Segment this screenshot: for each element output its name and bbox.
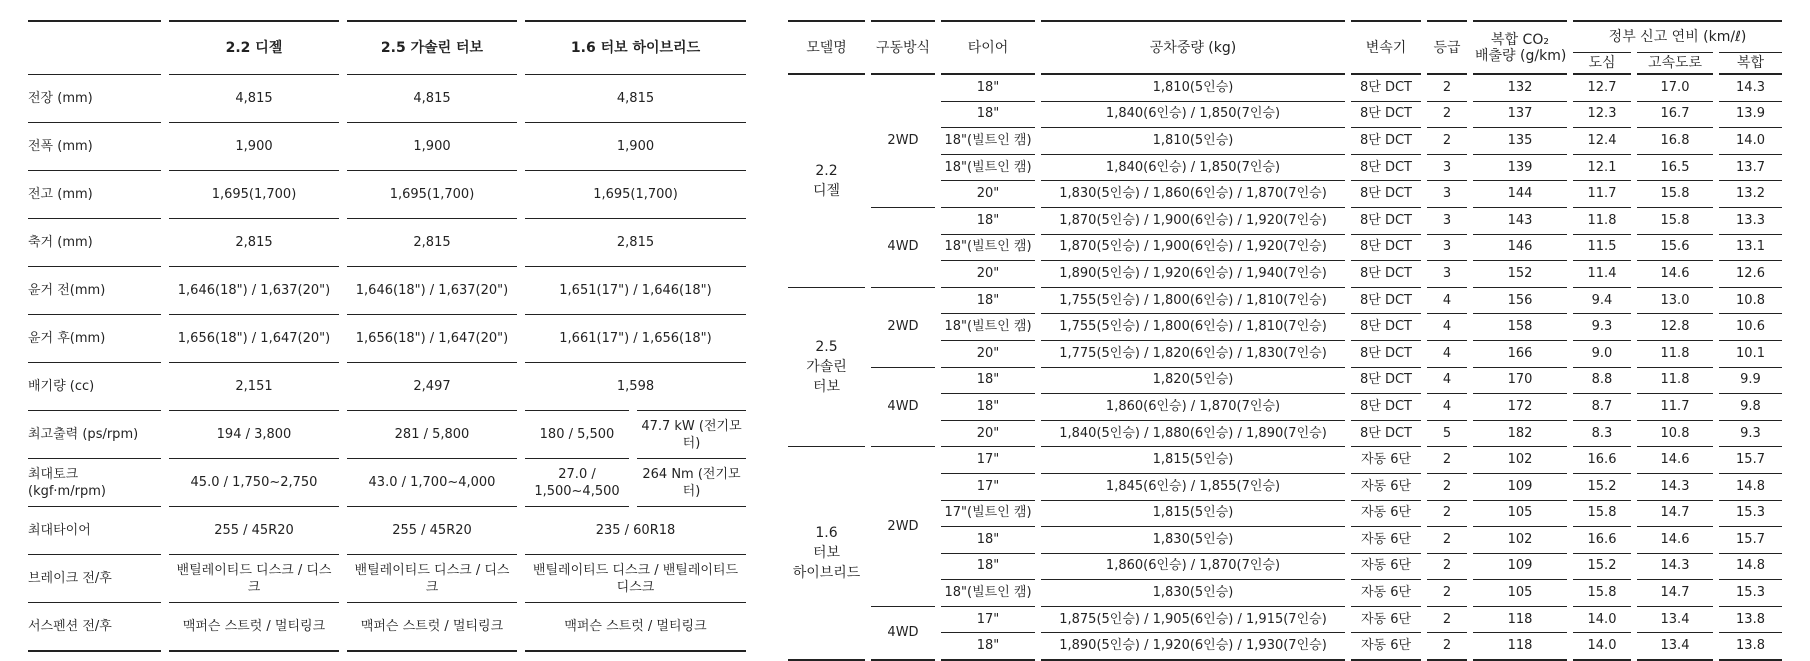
spec-value-engine: 180 / 5,500	[521, 411, 633, 459]
spec-label: 전폭 (mm)	[28, 123, 165, 171]
spec-value: 밴틸레이티드 디스크 / 디스크	[343, 555, 521, 603]
fuel-cell-tire: 17"	[938, 606, 1038, 633]
fuel-cell-weight: 1,830(5인승)	[1038, 580, 1348, 607]
fuel-cell-combined: 13.8	[1716, 633, 1782, 660]
fuel-cell-grade: 2	[1424, 500, 1470, 527]
fuel-cell-tire: 20"	[938, 420, 1038, 447]
fuel-header-co2-line2: 배출량 (g/km)	[1475, 47, 1567, 64]
fuel-cell-weight: 1,775(5인승) / 1,820(6인승) / 1,830(7인승)	[1038, 340, 1348, 367]
spec-row	[28, 267, 746, 315]
fuel-model-name-line: 2.5	[815, 339, 838, 356]
fuel-row	[788, 128, 1782, 155]
fuel-header-row	[788, 21, 1782, 53]
spec-row-torque	[28, 459, 746, 507]
spec-value: 밴틸레이티드 디스크 / 디스크	[165, 555, 343, 603]
fuel-cell-tire: 18"(빌트인 캠)	[938, 128, 1038, 155]
fuel-row	[788, 181, 1782, 208]
fuel-cell-co2: 143	[1470, 207, 1570, 234]
fuel-row	[788, 234, 1782, 261]
fuel-cell-weight: 1,815(5인승)	[1038, 447, 1348, 474]
fuel-row	[788, 74, 1782, 101]
fuel-cell-tire: 18"	[938, 101, 1038, 128]
fuel-model-name-line: 하이브리드	[792, 565, 861, 582]
fuel-row	[788, 447, 1782, 474]
fuel-cell-city: 11.8	[1570, 207, 1634, 234]
fuel-cell-highway: 14.3	[1634, 553, 1716, 580]
spec-header-gasoline: 2.5 가솔린 터보	[343, 21, 521, 75]
fuel-cell-co2: 170	[1470, 367, 1570, 394]
fuel-cell-transmission: 자동 6단	[1348, 553, 1424, 580]
spec-row	[28, 171, 746, 219]
fuel-cell-weight: 1,860(6인승) / 1,870(7인승)	[1038, 553, 1348, 580]
fuel-cell-co2: 109	[1470, 553, 1570, 580]
fuel-cell-city: 15.8	[1570, 500, 1634, 527]
spec-value: 1,598	[521, 363, 746, 411]
spec-header-diesel: 2.2 디젤	[165, 21, 343, 75]
fuel-model-name	[788, 447, 868, 660]
fuel-cell-transmission: 8단 DCT	[1348, 181, 1424, 208]
fuel-cell-co2: 105	[1470, 580, 1570, 607]
fuel-header-city: 도심	[1570, 53, 1634, 75]
fuel-row	[788, 633, 1782, 660]
fuel-cell-city: 14.0	[1570, 633, 1634, 660]
fuel-cell-grade: 4	[1424, 287, 1470, 314]
fuel-cell-transmission: 8단 DCT	[1348, 154, 1424, 181]
fuel-drive-type: 2WD	[868, 447, 938, 607]
fuel-cell-co2: 166	[1470, 340, 1570, 367]
spec-value: 235 / 60R18	[521, 507, 746, 555]
fuel-cell-highway: 16.5	[1634, 154, 1716, 181]
fuel-cell-tire: 18"	[938, 527, 1038, 554]
fuel-cell-highway: 11.8	[1634, 340, 1716, 367]
fuel-cell-weight: 1,840(5인승) / 1,880(6인승) / 1,890(7인승)	[1038, 420, 1348, 447]
fuel-cell-co2: 132	[1470, 74, 1570, 101]
fuel-model-name-line: 1.6	[815, 525, 838, 542]
fuel-row	[788, 473, 1782, 500]
fuel-cell-highway: 13.4	[1634, 633, 1716, 660]
fuel-cell-combined: 9.3	[1716, 420, 1782, 447]
fuel-cell-combined: 15.3	[1716, 500, 1782, 527]
fuel-cell-city: 15.2	[1570, 553, 1634, 580]
fuel-cell-transmission: 8단 DCT	[1348, 314, 1424, 341]
fuel-cell-transmission: 자동 6단	[1348, 447, 1424, 474]
fuel-cell-combined: 13.2	[1716, 181, 1782, 208]
spec-value: 1,656(18") / 1,647(20")	[343, 315, 521, 363]
fuel-row	[788, 101, 1782, 128]
fuel-cell-city: 11.4	[1570, 261, 1634, 288]
fuel-cell-tire: 18"	[938, 553, 1038, 580]
fuel-cell-transmission: 8단 DCT	[1348, 261, 1424, 288]
fuel-cell-weight: 1,870(5인승) / 1,900(6인승) / 1,920(7인승)	[1038, 207, 1348, 234]
fuel-cell-combined: 10.1	[1716, 340, 1782, 367]
fuel-cell-co2: 146	[1470, 234, 1570, 261]
fuel-cell-combined: 13.1	[1716, 234, 1782, 261]
fuel-row	[788, 394, 1782, 421]
fuel-cell-city: 16.6	[1570, 527, 1634, 554]
spec-label: 최고출력 (ps/rpm)	[28, 411, 165, 459]
fuel-cell-weight: 1,840(6인승) / 1,850(7인승)	[1038, 154, 1348, 181]
fuel-cell-transmission: 8단 DCT	[1348, 367, 1424, 394]
fuel-cell-transmission: 자동 6단	[1348, 500, 1424, 527]
fuel-cell-transmission: 8단 DCT	[1348, 287, 1424, 314]
spec-label: 축거 (mm)	[28, 219, 165, 267]
spec-value: 1,695(1,700)	[521, 171, 746, 219]
spec-label: 최대토크 (kgf·m/rpm)	[28, 459, 165, 507]
fuel-cell-transmission: 8단 DCT	[1348, 128, 1424, 155]
fuel-cell-tire: 18"	[938, 207, 1038, 234]
fuel-cell-highway: 14.7	[1634, 500, 1716, 527]
fuel-row	[788, 340, 1782, 367]
fuel-header-combined: 복합	[1716, 53, 1782, 75]
spec-value: 1,695(1,700)	[343, 171, 521, 219]
fuel-cell-combined: 12.6	[1716, 261, 1782, 288]
fuel-cell-grade: 3	[1424, 234, 1470, 261]
fuel-cell-transmission: 8단 DCT	[1348, 420, 1424, 447]
spec-label: 전고 (mm)	[28, 171, 165, 219]
spec-value: 255 / 45R20	[165, 507, 343, 555]
fuel-cell-co2: 182	[1470, 420, 1570, 447]
fuel-cell-co2: 139	[1470, 154, 1570, 181]
fuel-cell-transmission: 자동 6단	[1348, 580, 1424, 607]
spec-value: 45.0 / 1,750~2,750	[165, 459, 343, 507]
fuel-cell-combined: 13.7	[1716, 154, 1782, 181]
fuel-cell-transmission: 자동 6단	[1348, 606, 1424, 633]
fuel-cell-tire: 17"(빌트인 캠)	[938, 500, 1038, 527]
spec-value: 43.0 / 1,700~4,000	[343, 459, 521, 507]
fuel-row	[788, 420, 1782, 447]
spec-value: 4,815	[521, 75, 746, 123]
fuel-row	[788, 606, 1782, 633]
spec-value: 4,815	[343, 75, 521, 123]
fuel-cell-grade: 2	[1424, 473, 1470, 500]
fuel-cell-highway: 16.8	[1634, 128, 1716, 155]
fuel-cell-co2: 109	[1470, 473, 1570, 500]
fuel-cell-weight: 1,840(6인승) / 1,850(7인승)	[1038, 101, 1348, 128]
spec-row	[28, 555, 746, 603]
spec-value: 1,900	[165, 123, 343, 171]
spec-row	[28, 363, 746, 411]
fuel-cell-tire: 18"(빌트인 캠)	[938, 234, 1038, 261]
fuel-cell-tire: 18"	[938, 74, 1038, 101]
fuel-cell-city: 8.3	[1570, 420, 1634, 447]
spec-value: 255 / 45R20	[343, 507, 521, 555]
fuel-cell-weight: 1,820(5인승)	[1038, 367, 1348, 394]
spec-table	[28, 20, 746, 652]
spec-value-engine: 27.0 / 1,500~4,500	[521, 459, 633, 507]
spec-label: 브레이크 전/후	[28, 555, 165, 603]
fuel-cell-combined: 14.3	[1716, 74, 1782, 101]
fuel-cell-combined: 15.7	[1716, 447, 1782, 474]
fuel-header-grade: 등급	[1424, 21, 1470, 74]
fuel-cell-combined: 9.9	[1716, 367, 1782, 394]
fuel-header-co2-line1: 복합 CO₂	[1491, 31, 1549, 48]
fuel-cell-highway: 14.6	[1634, 447, 1716, 474]
fuel-cell-weight: 1,755(5인승) / 1,800(6인승) / 1,810(7인승)	[1038, 314, 1348, 341]
fuel-cell-co2: 144	[1470, 181, 1570, 208]
fuel-cell-combined: 13.9	[1716, 101, 1782, 128]
spec-value: 4,815	[165, 75, 343, 123]
fuel-cell-highway: 12.8	[1634, 314, 1716, 341]
fuel-cell-grade: 2	[1424, 553, 1470, 580]
fuel-cell-tire: 18"	[938, 633, 1038, 660]
fuel-cell-city: 11.7	[1570, 181, 1634, 208]
spec-label: 윤거 전(mm)	[28, 267, 165, 315]
fuel-cell-co2: 156	[1470, 287, 1570, 314]
fuel-cell-transmission: 8단 DCT	[1348, 101, 1424, 128]
spec-header-blank	[28, 21, 165, 75]
fuel-header-drive: 구동방식	[868, 21, 938, 74]
spec-row	[28, 315, 746, 363]
fuel-cell-grade: 4	[1424, 394, 1470, 421]
fuel-cell-city: 12.4	[1570, 128, 1634, 155]
fuel-cell-tire: 18"(빌트인 캠)	[938, 154, 1038, 181]
fuel-drive-type: 2WD	[868, 74, 938, 207]
fuel-cell-tire: 17"	[938, 447, 1038, 474]
fuel-cell-grade: 3	[1424, 261, 1470, 288]
spec-label: 서스펜션 전/후	[28, 603, 165, 652]
fuel-cell-highway: 11.8	[1634, 367, 1716, 394]
fuel-cell-weight: 1,810(5인승)	[1038, 128, 1348, 155]
spec-row-power	[28, 411, 746, 459]
fuel-cell-combined: 15.7	[1716, 527, 1782, 554]
fuel-row	[788, 553, 1782, 580]
fuel-cell-grade: 4	[1424, 367, 1470, 394]
fuel-cell-combined: 13.8	[1716, 606, 1782, 633]
fuel-model-name-line: 터보	[812, 545, 841, 562]
spec-value: 1,651(17") / 1,646(18")	[521, 267, 746, 315]
fuel-cell-tire: 18"	[938, 367, 1038, 394]
fuel-cell-city: 14.0	[1570, 606, 1634, 633]
fuel-cell-co2: 158	[1470, 314, 1570, 341]
fuel-cell-weight: 1,890(5인승) / 1,920(6인승) / 1,930(7인승)	[1038, 633, 1348, 660]
fuel-cell-grade: 4	[1424, 340, 1470, 367]
fuel-cell-weight: 1,830(5인승) / 1,860(6인승) / 1,870(7인승)	[1038, 181, 1348, 208]
fuel-cell-city: 9.4	[1570, 287, 1634, 314]
fuel-cell-grade: 2	[1424, 580, 1470, 607]
fuel-cell-grade: 3	[1424, 181, 1470, 208]
fuel-cell-grade: 3	[1424, 154, 1470, 181]
fuel-cell-city: 12.1	[1570, 154, 1634, 181]
spec-value: 2,815	[343, 219, 521, 267]
spec-value: 맥퍼슨 스트럿 / 멀티링크	[165, 603, 343, 652]
spec-label: 전장 (mm)	[28, 75, 165, 123]
fuel-cell-weight: 1,810(5인승)	[1038, 74, 1348, 101]
fuel-cell-combined: 14.8	[1716, 473, 1782, 500]
spec-label: 배기량 (cc)	[28, 363, 165, 411]
fuel-cell-weight: 1,860(6인승) / 1,870(7인승)	[1038, 394, 1348, 421]
fuel-cell-weight: 1,815(5인승)	[1038, 500, 1348, 527]
fuel-cell-transmission: 8단 DCT	[1348, 207, 1424, 234]
fuel-cell-combined: 9.8	[1716, 394, 1782, 421]
fuel-row	[788, 154, 1782, 181]
fuel-cell-combined: 13.3	[1716, 207, 1782, 234]
fuel-header-efficiency: 정부 신고 연비 (km/ℓ)	[1570, 21, 1782, 53]
fuel-cell-tire: 18"(빌트인 캠)	[938, 580, 1038, 607]
fuel-drive-type: 4WD	[868, 207, 938, 287]
fuel-header-co2	[1470, 21, 1570, 74]
spec-value: 2,815	[165, 219, 343, 267]
fuel-drive-type: 4WD	[868, 606, 938, 660]
spec-value: 1,900	[343, 123, 521, 171]
spec-value: 2,497	[343, 363, 521, 411]
fuel-row	[788, 527, 1782, 554]
fuel-cell-transmission: 자동 6단	[1348, 527, 1424, 554]
fuel-cell-highway: 17.0	[1634, 74, 1716, 101]
spec-value: 맥퍼슨 스트럿 / 멀티링크	[343, 603, 521, 652]
fuel-cell-weight: 1,755(5인승) / 1,800(6인승) / 1,810(7인승)	[1038, 287, 1348, 314]
spec-value-motor: 264 Nm (전기모터)	[633, 459, 746, 507]
fuel-cell-transmission: 자동 6단	[1348, 473, 1424, 500]
fuel-cell-combined: 10.6	[1716, 314, 1782, 341]
fuel-cell-weight: 1,870(5인승) / 1,900(6인승) / 1,920(7인승)	[1038, 234, 1348, 261]
fuel-cell-tire: 20"	[938, 181, 1038, 208]
fuel-cell-city: 8.8	[1570, 367, 1634, 394]
fuel-model-name-line: 터보	[812, 379, 841, 396]
fuel-body	[788, 74, 1782, 660]
fuel-cell-city: 11.5	[1570, 234, 1634, 261]
fuel-row	[788, 367, 1782, 394]
fuel-row	[788, 314, 1782, 341]
fuel-model-name-line: 2.2	[815, 162, 838, 179]
fuel-cell-grade: 2	[1424, 606, 1470, 633]
spec-value: 1,646(18") / 1,637(20")	[165, 267, 343, 315]
fuel-cell-city: 9.3	[1570, 314, 1634, 341]
fuel-model-name-line: 가솔린	[806, 359, 847, 376]
spec-row	[28, 75, 746, 123]
fuel-cell-grade: 2	[1424, 447, 1470, 474]
fuel-cell-tire: 18"	[938, 394, 1038, 421]
fuel-cell-grade: 3	[1424, 207, 1470, 234]
fuel-cell-tire: 17"	[938, 473, 1038, 500]
spec-header-hybrid: 1.6 터보 하이브리드	[521, 21, 746, 75]
spec-value: 281 / 5,800	[343, 411, 521, 459]
spec-value: 1,656(18") / 1,647(20")	[165, 315, 343, 363]
spec-label: 윤거 후(mm)	[28, 315, 165, 363]
fuel-cell-highway: 10.8	[1634, 420, 1716, 447]
fuel-cell-co2: 118	[1470, 633, 1570, 660]
fuel-model-name	[788, 74, 868, 287]
spec-value: 밴틸레이티드 디스크 / 밴틸레이티드 디스크	[521, 555, 746, 603]
fuel-cell-highway: 14.6	[1634, 527, 1716, 554]
spec-header-row	[28, 21, 746, 75]
fuel-header-weight: 공차중량 (kg)	[1038, 21, 1348, 74]
fuel-cell-highway: 13.4	[1634, 606, 1716, 633]
fuel-model-name-line: 디젤	[812, 182, 841, 199]
fuel-cell-transmission: 8단 DCT	[1348, 74, 1424, 101]
fuel-cell-combined: 14.0	[1716, 128, 1782, 155]
fuel-cell-transmission: 8단 DCT	[1348, 340, 1424, 367]
fuel-cell-tire: 20"	[938, 261, 1038, 288]
spec-value-motor: 47.7 kW (전기모터)	[633, 411, 746, 459]
fuel-cell-transmission: 8단 DCT	[1348, 234, 1424, 261]
spec-row	[28, 507, 746, 555]
fuel-cell-grade: 2	[1424, 633, 1470, 660]
fuel-cell-grade: 2	[1424, 527, 1470, 554]
fuel-cell-highway: 14.7	[1634, 580, 1716, 607]
fuel-drive-type: 4WD	[868, 367, 938, 447]
spec-value: 194 / 3,800	[165, 411, 343, 459]
fuel-row	[788, 207, 1782, 234]
spec-label: 최대타이어	[28, 507, 165, 555]
spec-value: 1,661(17") / 1,656(18")	[521, 315, 746, 363]
spec-row	[28, 123, 746, 171]
fuel-cell-co2: 102	[1470, 527, 1570, 554]
spec-value: 1,646(18") / 1,637(20")	[343, 267, 521, 315]
fuel-cell-co2: 102	[1470, 447, 1570, 474]
fuel-cell-city: 16.6	[1570, 447, 1634, 474]
fuel-cell-city: 12.7	[1570, 74, 1634, 101]
fuel-cell-city: 15.2	[1570, 473, 1634, 500]
fuel-cell-highway: 14.3	[1634, 473, 1716, 500]
fuel-cell-highway: 11.7	[1634, 394, 1716, 421]
fuel-cell-city: 8.7	[1570, 394, 1634, 421]
fuel-cell-grade: 2	[1424, 128, 1470, 155]
fuel-model-name	[788, 287, 868, 447]
spec-value: 2,151	[165, 363, 343, 411]
fuel-cell-co2: 135	[1470, 128, 1570, 155]
fuel-cell-tire: 18"(빌트인 캠)	[938, 314, 1038, 341]
fuel-cell-co2: 137	[1470, 101, 1570, 128]
fuel-row	[788, 261, 1782, 288]
fuel-cell-highway: 15.8	[1634, 207, 1716, 234]
fuel-cell-grade: 5	[1424, 420, 1470, 447]
fuel-cell-co2: 118	[1470, 606, 1570, 633]
fuel-cell-city: 12.3	[1570, 101, 1634, 128]
fuel-header-transmission: 변속기	[1348, 21, 1424, 74]
fuel-cell-highway: 16.7	[1634, 101, 1716, 128]
spec-row	[28, 219, 746, 267]
fuel-cell-city: 15.8	[1570, 580, 1634, 607]
fuel-header-model: 모델명	[788, 21, 868, 74]
fuel-cell-grade: 4	[1424, 314, 1470, 341]
fuel-cell-highway: 14.6	[1634, 261, 1716, 288]
fuel-cell-tire: 20"	[938, 340, 1038, 367]
fuel-cell-combined: 10.8	[1716, 287, 1782, 314]
fuel-cell-co2: 105	[1470, 500, 1570, 527]
fuel-cell-weight: 1,890(5인승) / 1,920(6인승) / 1,940(7인승)	[1038, 261, 1348, 288]
fuel-cell-tire: 18"	[938, 287, 1038, 314]
fuel-cell-co2: 152	[1470, 261, 1570, 288]
spec-value: 1,695(1,700)	[165, 171, 343, 219]
fuel-cell-combined: 15.3	[1716, 580, 1782, 607]
fuel-cell-grade: 2	[1424, 101, 1470, 128]
spec-value: 맥퍼슨 스트럿 / 멀티링크	[521, 603, 746, 652]
fuel-cell-weight: 1,845(6인승) / 1,855(7인승)	[1038, 473, 1348, 500]
fuel-row	[788, 580, 1782, 607]
fuel-cell-highway: 15.8	[1634, 181, 1716, 208]
fuel-cell-weight: 1,875(5인승) / 1,905(6인승) / 1,915(7인승)	[1038, 606, 1348, 633]
fuel-cell-co2: 172	[1470, 394, 1570, 421]
fuel-cell-grade: 2	[1424, 74, 1470, 101]
fuel-cell-weight: 1,830(5인승)	[1038, 527, 1348, 554]
fuel-cell-transmission: 자동 6단	[1348, 633, 1424, 660]
fuel-header-highway: 고속도로	[1634, 53, 1716, 75]
fuel-economy-table	[788, 20, 1782, 661]
fuel-row	[788, 287, 1782, 314]
fuel-row	[788, 500, 1782, 527]
fuel-cell-combined: 14.8	[1716, 553, 1782, 580]
fuel-cell-highway: 13.0	[1634, 287, 1716, 314]
fuel-cell-city: 9.0	[1570, 340, 1634, 367]
fuel-cell-transmission: 8단 DCT	[1348, 394, 1424, 421]
fuel-cell-highway: 15.6	[1634, 234, 1716, 261]
spec-value: 2,815	[521, 219, 746, 267]
fuel-drive-type: 2WD	[868, 287, 938, 367]
spec-value: 1,900	[521, 123, 746, 171]
fuel-header-tire: 타이어	[938, 21, 1038, 74]
spec-row	[28, 603, 746, 652]
